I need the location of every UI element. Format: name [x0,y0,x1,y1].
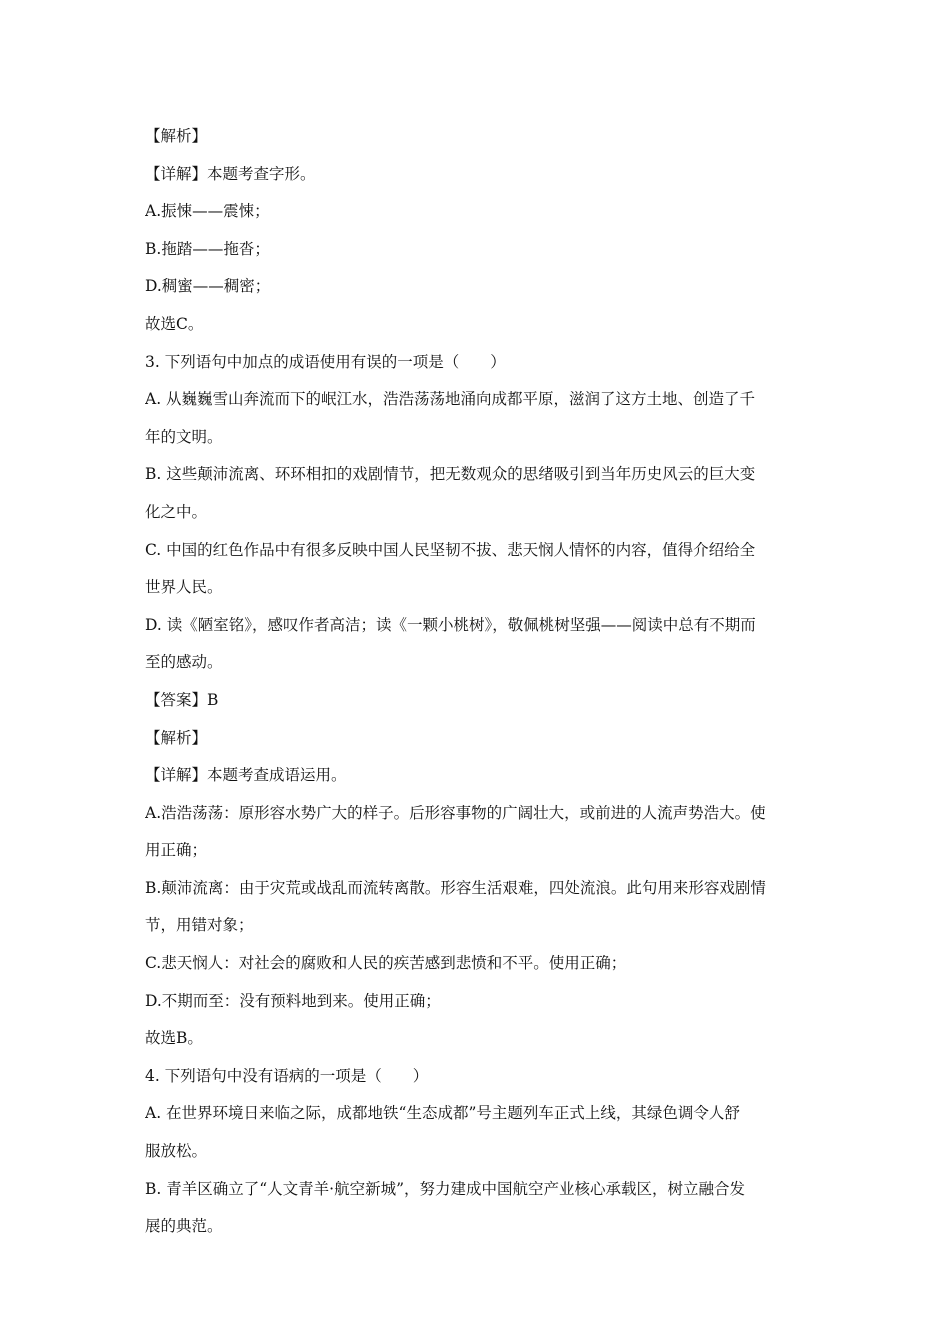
detail-explanation: 【详解】本题考查字形。 [145,164,316,183]
explanation-item-b: B.拖踏——拖沓； [145,239,270,258]
question-3-answer: 【答案】B [145,690,219,709]
question-3-option-d-line2: 至的感动。 [145,653,223,672]
explanation-item-d: D.稠蜜——稠密； [145,277,271,296]
question-3-explain-c: C.悲天悯人：对社会的腐败和人民的疾苦感到悲愤和不平。使用正确； [145,954,627,973]
question-3-explain-a-line2: 用正确； [145,841,208,860]
question-3-detail: 【详解】本题考查成语运用。 [145,766,347,785]
question-3-option-c-line2: 世界人民。 [145,578,223,597]
question-4-option-b-line1: B. 青羊区确立了“人文青羊·航空新城”，努力建成中国航空产业核心承载区，树立融合发 [145,1179,746,1198]
question-3-option-c-line1: C. 中国的红色作品中有很多反映中国人民坚韧不拔、悲天悯人情怀的内容，值得介绍给全 [145,540,756,559]
document-body [145,118,810,1246]
question-3-stem: 3. 下列语句中加点的成语使用有误的一项是（ ） [145,352,506,371]
question-4-stem: 4. 下列语句中没有语病的一项是（ ） [145,1066,429,1085]
explanation-item-a: A.振悚——震悚； [145,202,270,221]
question-3-analysis-heading: 【解析】 [145,728,208,747]
question-3-choice: 故选B。 [145,1029,203,1048]
question-3-explain-b-line2: 节，用错对象； [145,916,254,935]
question-3-explain-d: D.不期而至：没有预料地到来。使用正确； [145,991,441,1010]
question-3-option-b-line1: B. 这些颠沛流离、环环相扣的戏剧情节，把无数观众的思绪吸引到当年历史风云的巨大变 [145,465,756,484]
question-3-option-a-line2: 年的文明。 [145,427,223,446]
question-4-option-a-line1: A. 在世界环境日来临之际，成都地铁“生态成都”号主题列车正式上线，其绿色调令人舒 [145,1104,740,1123]
answer-choice: 故选C。 [145,314,204,333]
section-heading-analysis: 【解析】 [145,127,208,145]
question-3-explain-b-line1: B.颠沛流离：由于灾荒或战乱而流转离散。形容生活艰难，四处流浪。此句用来形容戏剧情 [145,878,766,897]
question-3-explain-a-line1: A.浩浩荡荡：原形容水势广大的样子。后形容事物的广阔壮大，或前进的人流声势浩大。使 [145,803,766,822]
question-3-option-a-line1: A. 从巍巍雪山奔流而下的岷江水，浩浩荡荡地涌向成都平原，滋润了这方土地、创造了千 [145,390,756,409]
question-4-option-a-line2: 服放松。 [145,1142,208,1161]
question-4-option-b-line2: 展的典范。 [145,1217,223,1236]
question-3-option-b-line2: 化之中。 [145,502,208,521]
question-3-option-d-line1: D. 读《陋室铭》，感叹作者高洁；读《一颗小桃树》，敬佩桃树坚强——阅读中总有不期而 [145,615,756,634]
